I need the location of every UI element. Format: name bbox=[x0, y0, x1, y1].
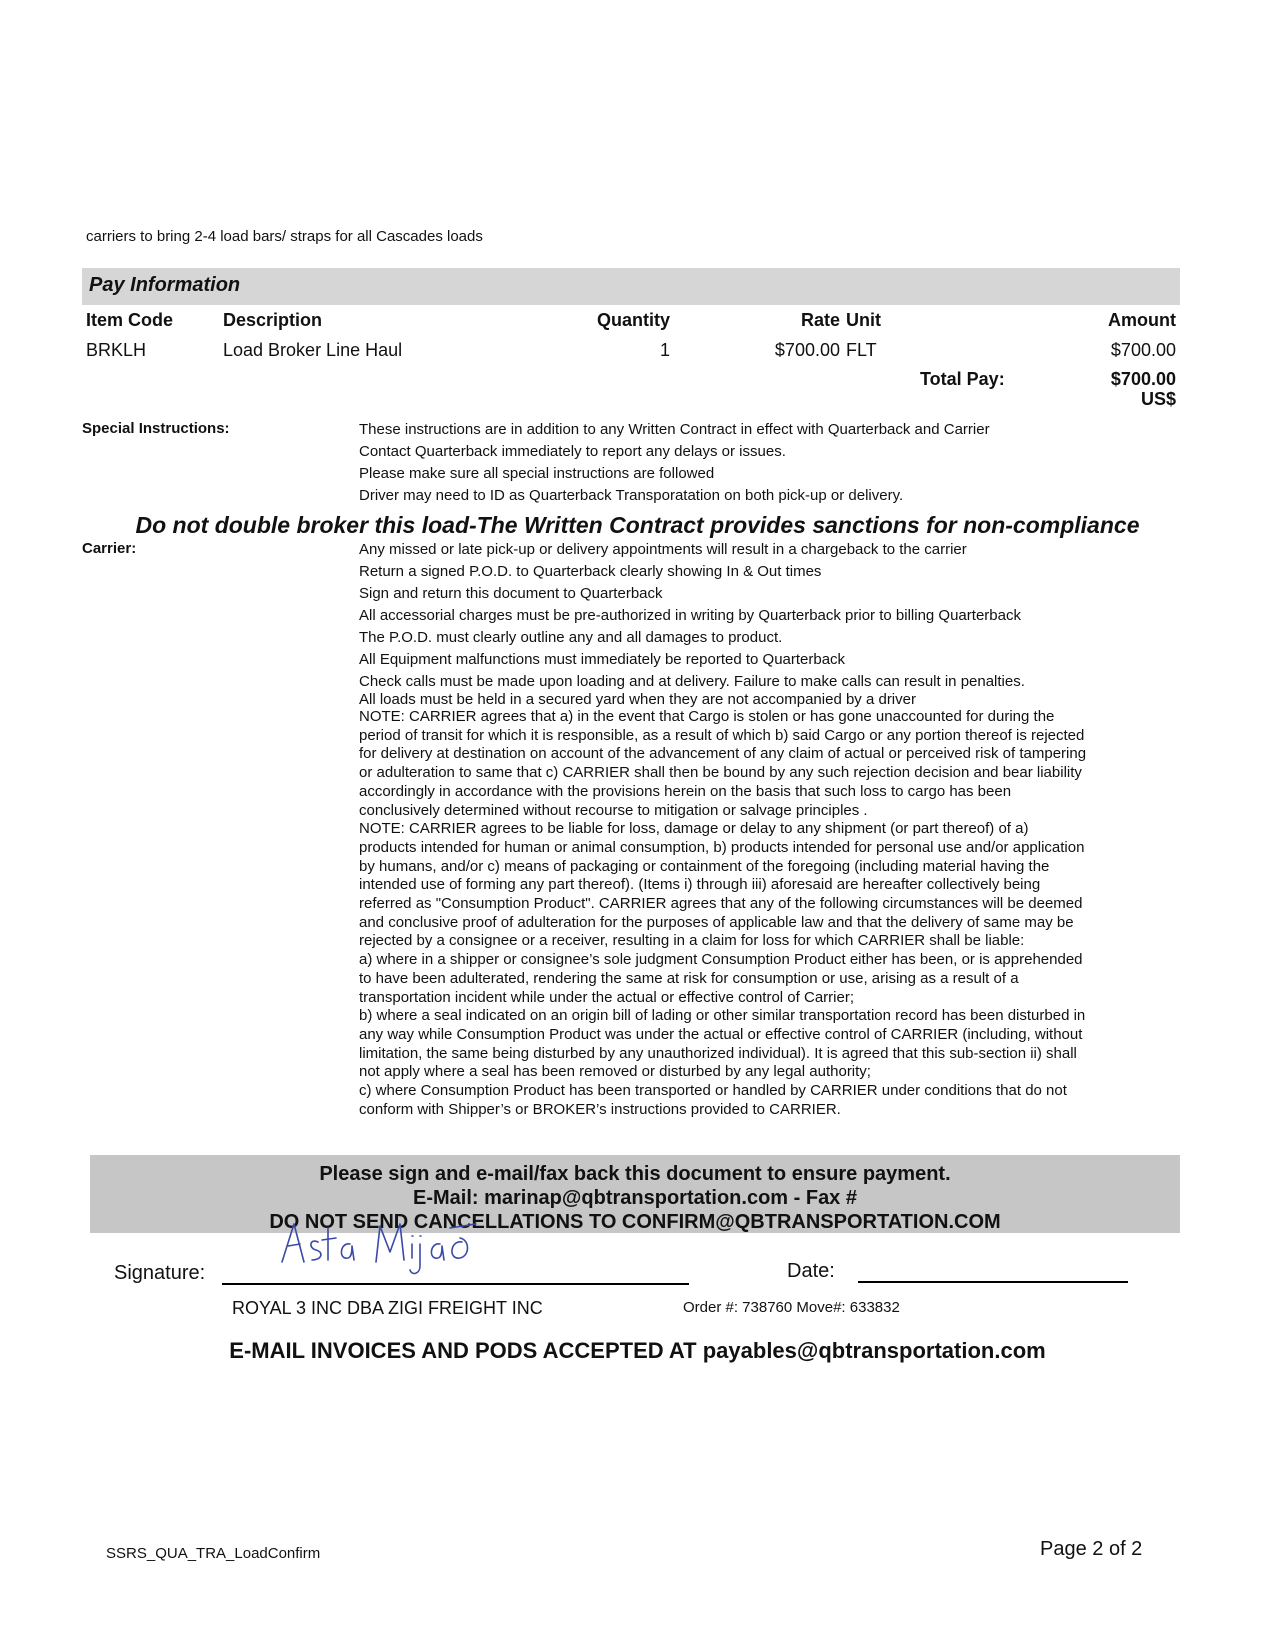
total-pay-amount: $700.00 bbox=[1110, 369, 1176, 389]
carrier-liability-notes bbox=[359, 708, 1179, 1119]
instruction-line: Please make sure all special instructions are followed bbox=[359, 465, 715, 482]
pay-information-title: Pay Information bbox=[89, 274, 241, 296]
order-move-number: Order #: 738760 Move#: 633832 bbox=[683, 1299, 900, 1316]
row-unit: FLT bbox=[846, 340, 877, 360]
carrier-requirement: Check calls must be made upon loading and at delivery. Failure to make calls can result in penalties. bbox=[359, 673, 1025, 690]
note-line: NOTE: CARRIER agrees to be liable for loss, damage or delay to any shipment (or part thereof) of a) bbox=[359, 820, 1029, 838]
carrier-requirement: All loads must be held in a secured yard when they are not accompanied by a driver bbox=[359, 691, 916, 708]
row-amount: $700.00 bbox=[1110, 340, 1176, 360]
carrier-label: Carrier: bbox=[82, 540, 137, 557]
note-line: intended use of forming any part thereof). (Items i) through iii) aforesaid are hereafter collectively being bbox=[359, 876, 1041, 894]
sign-banner-line: Please sign and e-mail/fax back this document to ensure payment. bbox=[319, 1163, 951, 1185]
col-unit: Unit bbox=[846, 310, 881, 330]
date-label: Date: bbox=[787, 1260, 835, 1282]
note-line: any way while Consumption Product was under the actual or effective control of CARRIER (including, without bbox=[359, 1025, 1083, 1043]
col-rate: Rate bbox=[800, 310, 840, 330]
total-pay-label: Total Pay: bbox=[920, 369, 1005, 389]
note-line: for delivery at destination on account of the advancement of any claim of actual or perceived risk of tampering bbox=[359, 745, 1087, 763]
note-line: by humans, and/or c) means of packaging or containment of the foregoing (including material having the bbox=[359, 857, 1050, 875]
instruction-line: Driver may need to ID as Quarterback Transporatation on both pick-up or delivery. bbox=[359, 487, 904, 504]
col-item-code: Item Code bbox=[86, 310, 174, 330]
instruction-line: These instructions are in addition to any Written Contract in effect with Quarterback and Carrier bbox=[359, 421, 990, 438]
carrier-requirement: Any missed or late pick-up or delivery appointments will result in a chargeback to the carrier bbox=[359, 541, 967, 558]
carrier-requirement: Return a signed P.O.D. to Quarterback clearly showing In & Out times bbox=[359, 563, 822, 580]
double-broker-warning: Do not double broker this load-The Written Contract provides sanctions for non-compliance bbox=[135, 512, 1140, 538]
carrier-requirement: All accessorial charges must be pre-authorized in writing by Quarterback prior to billing Quarterback bbox=[359, 607, 1021, 624]
total-pay-value bbox=[1090, 369, 1176, 409]
note-line: and conclusive proof of adulteration for the purposes of applicable law and that the delivery of same may be bbox=[359, 913, 1074, 931]
note-line: referred as "Consumption Product". CARRIER agrees that any of the following circumstances will be deemed bbox=[359, 895, 1083, 913]
row-item-code: BRKLH bbox=[86, 340, 147, 360]
note-line: NOTE: CARRIER agrees that a) in the event that Cargo is stolen or has gone unaccounted for during the bbox=[359, 708, 1055, 725]
note-line: transportation incident while under the actual or effective control of Carrier; bbox=[359, 988, 854, 1006]
handwritten-signature bbox=[280, 1218, 480, 1280]
row-description: Load Broker Line Haul bbox=[223, 340, 403, 360]
note-line: conform with Shipper’s or BROKER’s instructions provided to CARRIER. bbox=[359, 1100, 841, 1118]
carrier-company-name: ROYAL 3 INC DBA ZIGI FREIGHT INC bbox=[232, 1298, 543, 1318]
signature-label: Signature: bbox=[114, 1262, 206, 1284]
row-quantity: 1 bbox=[659, 340, 670, 360]
special-instructions-label: Special Instructions: bbox=[82, 420, 230, 437]
note-line: a) where in a shipper or consignee’s sole judgment Consumption Product either has been, or is apprehended bbox=[359, 951, 1083, 969]
report-name: SSRS_QUA_TRA_LoadConfirm bbox=[106, 1545, 321, 1562]
carrier-requirement: The P.O.D. must clearly outline any and all damages to product. bbox=[359, 629, 783, 646]
col-quantity: Quantity bbox=[596, 310, 670, 330]
note-line: b) where a seal indicated on an origin bill of lading or other similar transportation record has been disturbed in bbox=[359, 1007, 1086, 1025]
sign-and-return-banner bbox=[90, 1155, 1180, 1233]
note-line: period of transit for which it is responsible, as a result of which b) said Cargo or any portion thereof is rejected bbox=[359, 726, 1085, 744]
signature-line[interactable] bbox=[222, 1283, 689, 1285]
note-line: products intended for human or animal consumption, b) products intended for personal use and/or application bbox=[359, 838, 1085, 856]
page-number: Page 2 of 2 bbox=[1040, 1538, 1143, 1560]
instruction-line: Contact Quarterback immediately to report any delays or issues. bbox=[359, 443, 786, 460]
note-line: rejected by a consignee or a receiver, resulting in a claim for loss for which CARRIER shall be liable: bbox=[359, 932, 1025, 950]
note-line: not apply where a seal has been removed or disturbed by any legal authority; bbox=[359, 1063, 871, 1081]
note-line: limitation, the same being disturbed by any unauthorized individual). It is agreed that this sub-section ii) shall bbox=[359, 1044, 1077, 1062]
date-line[interactable] bbox=[858, 1281, 1128, 1283]
cascades-note: carriers to bring 2-4 load bars/ straps for all Cascades loads bbox=[86, 228, 483, 245]
sign-banner-cancellations: DO NOT SEND CANCELLATIONS TO CONFIRM@QBTRANSPORTATION.COM bbox=[269, 1211, 1001, 1233]
row-rate: $700.00 bbox=[774, 340, 840, 360]
note-line: c) where Consumption Product has been transported or handled by CARRIER under conditions that do not bbox=[359, 1082, 1067, 1100]
carrier-requirement: All Equipment malfunctions must immediately be reported to Quarterback bbox=[359, 651, 846, 668]
invoice-email-notice: E-MAIL INVOICES AND PODS ACCEPTED AT payables@qbtransportation.com bbox=[229, 1338, 1046, 1363]
col-description: Description bbox=[223, 310, 323, 330]
note-line: conclusively determined without recourse to mitigation or salvage principles . bbox=[359, 801, 868, 819]
sign-banner-email: E-Mail: marinap@qbtransportation.com - Fax # bbox=[412, 1187, 857, 1209]
carrier-requirement: Sign and return this document to Quarterback bbox=[359, 585, 663, 602]
note-line: accordingly in accordance with the provisions herein on the basis that such loss to cargo has been bbox=[359, 782, 1012, 800]
total-pay-currency: US$ bbox=[1140, 389, 1176, 409]
note-line: or adulteration to same that c) CARRIER shall then be bound by any such rejection decision and bear liability bbox=[359, 764, 1082, 782]
note-line: to have been adulterated, rendering the same at risk for consumption or use, arising as a result of a bbox=[359, 969, 1019, 987]
col-amount: Amount bbox=[1108, 310, 1176, 330]
pay-information-header bbox=[82, 268, 1180, 305]
